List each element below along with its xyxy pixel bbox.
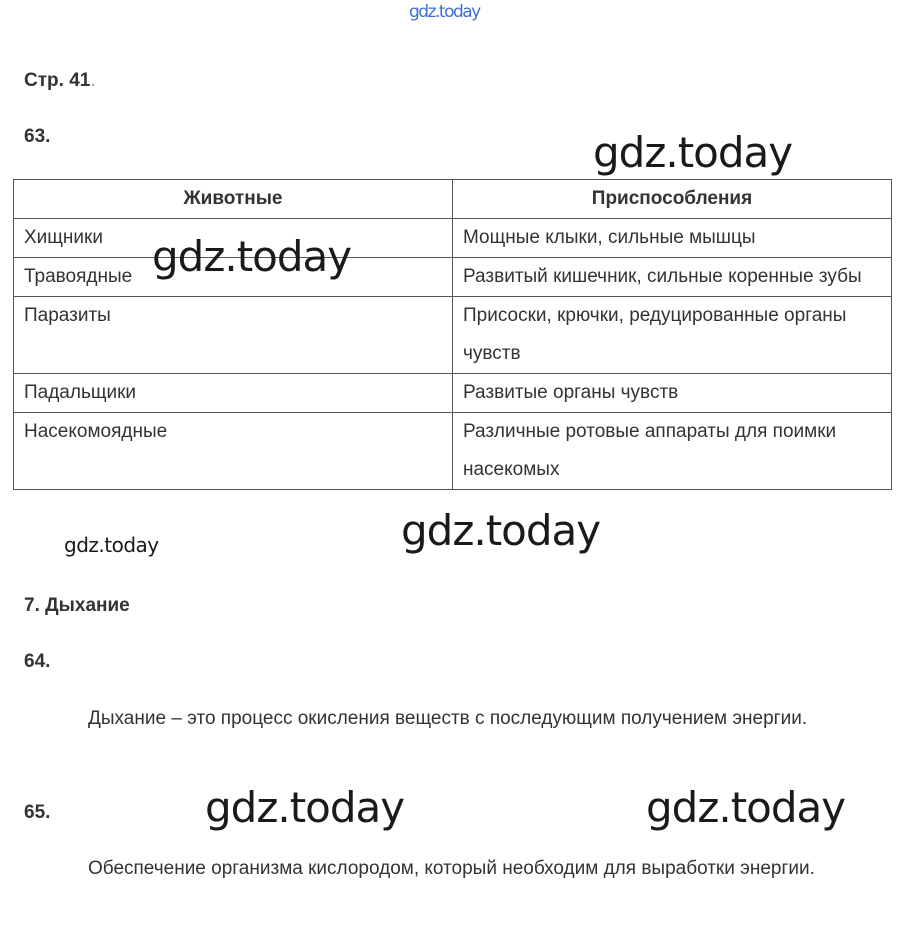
watermark-1: gdz.today — [593, 128, 793, 177]
adaptation-cell: Присоски, крючки, редуцированные органы чувств — [453, 297, 892, 374]
watermark-5: gdz.today — [205, 783, 405, 832]
watermark-4: gdz.today — [64, 533, 159, 557]
page-dot: . — [90, 70, 96, 91]
watermark-6: gdz.today — [646, 783, 846, 832]
table-row — [14, 258, 892, 297]
task-64-answer: Дыхание – это процесс окисления веществ с последующим получением энергии. — [88, 708, 808, 729]
table-row — [14, 219, 892, 258]
animals-adaptations-table — [13, 179, 892, 490]
task-64-number: 64. — [24, 651, 51, 672]
section-7-title: 7. Дыхание — [24, 595, 130, 616]
table-header-row — [14, 180, 892, 219]
page-label — [24, 70, 96, 92]
watermark-patch — [14, 520, 213, 532]
watermark-top: gdz.today — [409, 2, 480, 22]
task-63-number: 63. — [24, 126, 51, 147]
table-row — [14, 297, 892, 374]
animal-cell: Падальщики — [14, 374, 453, 413]
adaptation-cell: Мощные клыки, сильные мышцы — [453, 219, 892, 258]
adaptation-cell: Различные ротовые аппараты для поимки насекомых — [453, 413, 892, 490]
animal-cell: Паразиты — [14, 297, 453, 374]
watermark-3: gdz.today — [401, 506, 601, 555]
animal-cell: Хищники — [14, 219, 453, 258]
header-animals: Животные — [14, 180, 453, 219]
adaptation-cell: Развитый кишечник, сильные коренные зубы — [453, 258, 892, 297]
task-65-number: 65. — [24, 802, 51, 823]
table-row — [14, 413, 892, 490]
animal-cell: Насекомоядные — [14, 413, 453, 490]
header-adaptations: Приспособления — [453, 180, 892, 219]
animal-cell: Травоядные — [14, 258, 453, 297]
page-number: Стр. 41 — [24, 70, 91, 91]
table-row — [14, 374, 892, 413]
adaptation-cell: Развитые органы чувств — [453, 374, 892, 413]
watermark-2: gdz.today — [152, 232, 352, 281]
task-65-answer: Обеспечение организма кислородом, который необходим для выработки энергии. — [88, 858, 815, 879]
